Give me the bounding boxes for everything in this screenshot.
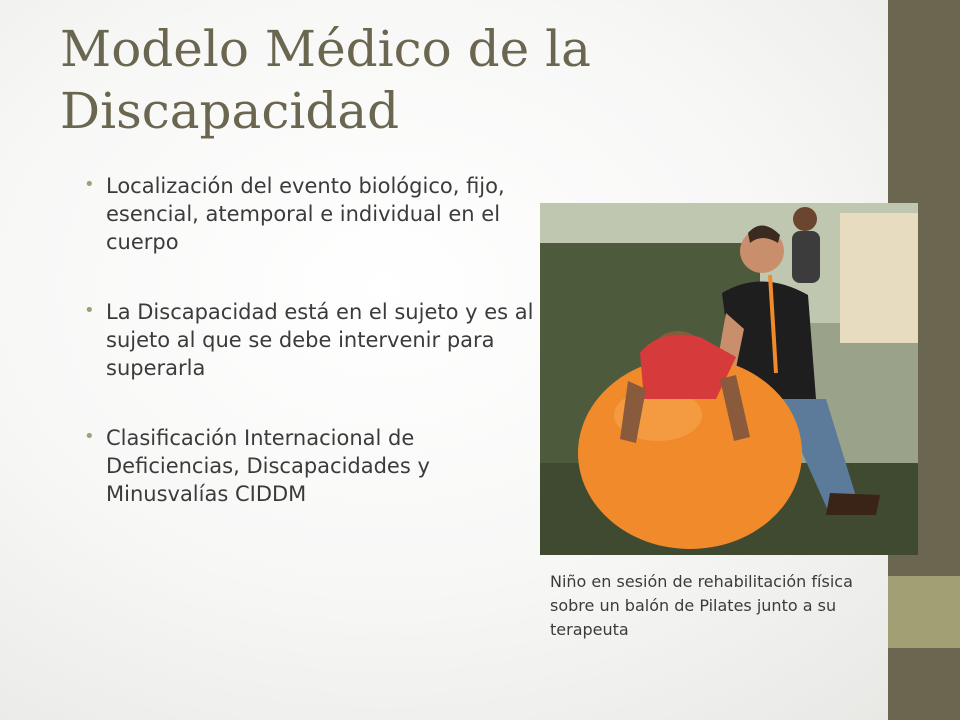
therapy-photo	[540, 203, 918, 555]
bullet-list	[84, 172, 536, 550]
theme-accent-square	[888, 576, 960, 648]
photo-caption: Niño en sesión de rehabilitación física sobre un balón de Pilates junto a su terapeuta	[550, 572, 853, 639]
bullet-item	[84, 298, 536, 382]
bullet-text: La Discapacidad está en el sujeto y es al sujeto al que se debe intervenir para superarla	[106, 300, 534, 380]
bullet-icon: •	[84, 426, 95, 447]
bullet-icon: •	[84, 174, 95, 195]
bullet-icon: •	[84, 300, 95, 321]
slide-title: Modelo Médico de la Discapacidad	[60, 20, 591, 140]
bullet-item	[84, 172, 536, 256]
standing-woman	[792, 207, 820, 283]
window	[840, 213, 918, 343]
bullet-text: Localización del evento biológico, fijo, esencial, atemporal e individual en el cuerpo	[106, 174, 505, 254]
bullet-text: Clasificación Internacional de Deficiencias, Discapacidades y Minusvalías CIDDM	[106, 426, 430, 506]
bullet-item	[84, 424, 536, 508]
